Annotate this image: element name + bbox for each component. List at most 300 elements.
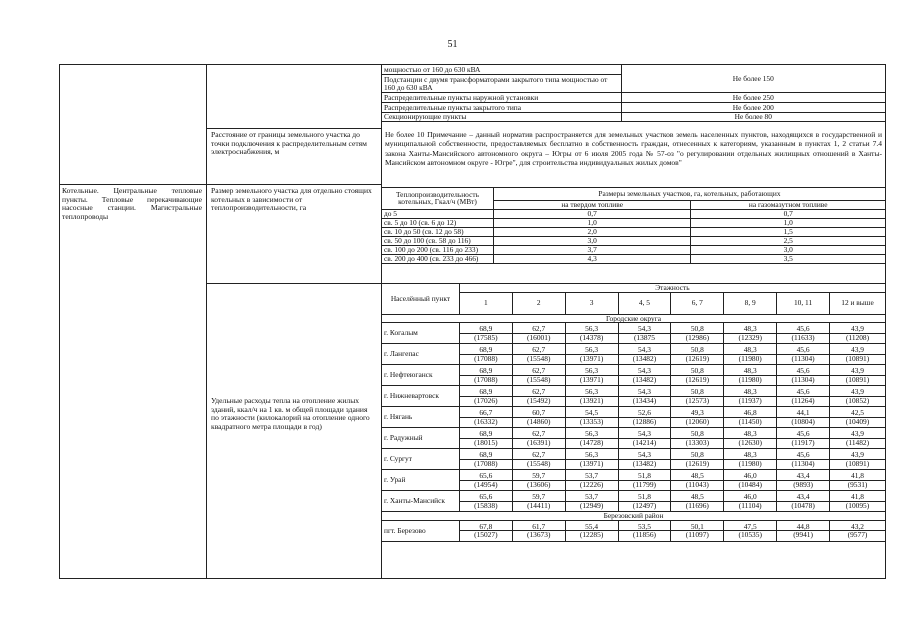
kcal-per-hour-value: 50,8 bbox=[671, 346, 723, 355]
heat-value-cell bbox=[777, 470, 830, 491]
kcal-per-year-value: (10484) bbox=[738, 479, 762, 489]
section-berezovsky-district: Березовский район bbox=[382, 512, 886, 521]
kcal-per-hour-value: 48,3 bbox=[724, 430, 776, 439]
kcal-per-hour-value: 48,3 bbox=[724, 388, 776, 397]
heat-value-cell bbox=[671, 449, 724, 470]
kcal-per-year-value: (18015) bbox=[474, 437, 498, 447]
kcal-per-year-value: (11482) bbox=[845, 437, 870, 447]
heat-value-cell bbox=[830, 491, 886, 512]
header-solid-fuel: на твердом топливе bbox=[493, 201, 691, 210]
kcal-per-hour-value: 52,6 bbox=[619, 409, 671, 418]
boiler-size-table bbox=[381, 187, 886, 264]
kcal-per-year-value: (11304) bbox=[791, 374, 815, 384]
heat-value-cell bbox=[777, 520, 830, 541]
table-row bbox=[382, 386, 886, 407]
heat-value-cell bbox=[565, 407, 618, 428]
kcal-per-hour-value: 46,0 bbox=[724, 493, 776, 502]
kcal-per-year-value: (10852) bbox=[845, 395, 870, 405]
kcal-per-year-value: (12949) bbox=[579, 500, 604, 510]
substations-table bbox=[381, 64, 886, 122]
heat-value-cell bbox=[459, 470, 512, 491]
heat-value-cell bbox=[459, 323, 512, 344]
kcal-per-hour-value: 66,7 bbox=[460, 409, 512, 418]
kcal-per-year-value: (14378) bbox=[579, 332, 604, 342]
heat-value-cell bbox=[830, 344, 886, 365]
kcal-per-hour-value: 61,7 bbox=[513, 523, 565, 532]
settlement-name: г. Нефтеюганск bbox=[382, 365, 460, 386]
kcal-per-year-value: (13482) bbox=[632, 353, 657, 363]
header-settlement: Населённый пункт bbox=[382, 284, 460, 315]
kcal-per-year-value: (12329) bbox=[738, 332, 762, 342]
table-row bbox=[382, 407, 886, 428]
document-page bbox=[59, 64, 886, 579]
kcal-per-hour-value: 50,8 bbox=[671, 325, 723, 334]
substation-value: Не более 80 bbox=[621, 113, 885, 122]
heat-value-cell bbox=[777, 407, 830, 428]
capacity-cell: св. 200 до 400 (св. 233 до 466) bbox=[382, 254, 494, 263]
heat-value-cell bbox=[618, 365, 671, 386]
kcal-per-year-value: (13482) bbox=[632, 374, 657, 384]
heat-consumption-table bbox=[381, 283, 886, 542]
kcal-per-hour-value: 43,4 bbox=[777, 472, 829, 481]
heat-value-cell bbox=[724, 520, 777, 541]
kcal-per-year-value: (15838) bbox=[474, 500, 498, 510]
heat-value-cell bbox=[512, 449, 565, 470]
heat-value-cell bbox=[618, 520, 671, 541]
table-row bbox=[382, 218, 886, 227]
kcal-per-hour-value: 65,6 bbox=[460, 493, 512, 502]
kcal-per-year-value: (10535) bbox=[738, 530, 762, 540]
heat-value-cell bbox=[724, 407, 777, 428]
heat-value-cell bbox=[671, 386, 724, 407]
heat-value-cell bbox=[565, 365, 618, 386]
kcal-per-hour-value: 43,9 bbox=[830, 325, 885, 334]
settlement-name: г. Лангепас bbox=[382, 344, 460, 365]
kcal-per-hour-value: 62,7 bbox=[513, 367, 565, 376]
kcal-per-year-value: (13303) bbox=[685, 437, 710, 447]
heat-value-cell bbox=[671, 520, 724, 541]
specific-heat-label: Удельные расходы тепла на отопление жилых зданий, ккал/ч на 1 кв. м общей площади здания по этажности (килокалорий на отопление одного квадратного метра площади в год) bbox=[211, 396, 370, 431]
kcal-per-hour-value: 54,3 bbox=[619, 430, 671, 439]
kcal-per-hour-value: 46,0 bbox=[724, 472, 776, 481]
kcal-per-hour-value: 45,6 bbox=[777, 325, 829, 334]
table-row bbox=[382, 365, 886, 386]
floor-header: 8, 9 bbox=[724, 292, 777, 314]
kcal-per-hour-value: 68,9 bbox=[460, 451, 512, 460]
kcal-per-year-value: (11104) bbox=[738, 500, 762, 510]
heat-value-cell bbox=[830, 449, 886, 470]
note-text: Не более 10 Примечание – данный норматив распространяется для земельных участков земель населенных пунктов, находящихся в государственной и муниципальной собственности, предоставляемых бесплатно в собственность граждан, отнесенных к категориям, указанным в пунктах 1, 2 статьи 7.4 закона Ханты-Мансийского автономного округа – Югры от 6 июля 2005 года № 57-оз "о регулировании отдельных жилищных отношений в Ханты-Мансийском автономном округе - Югре", для строительства индивидуальных жилых домов" bbox=[385, 130, 882, 168]
kcal-per-hour-value: 50,8 bbox=[671, 451, 723, 460]
heat-value-cell bbox=[618, 470, 671, 491]
kcal-per-year-value: (11304) bbox=[791, 353, 815, 363]
heat-value-cell bbox=[777, 365, 830, 386]
col1-row-divider bbox=[59, 184, 206, 185]
floor-header: 3 bbox=[565, 292, 618, 314]
heat-value-cell bbox=[512, 323, 565, 344]
settlement-name: г. Нижневартовск bbox=[382, 386, 460, 407]
heat-value-cell bbox=[565, 449, 618, 470]
page-number: 51 bbox=[447, 39, 458, 50]
substation-value: Не более 150 bbox=[621, 65, 885, 93]
heat-value-cell bbox=[512, 344, 565, 365]
kcal-per-year-value: (15548) bbox=[527, 353, 551, 363]
kcal-per-hour-value: 46,8 bbox=[724, 409, 776, 418]
kcal-per-hour-value: 65,6 bbox=[460, 472, 512, 481]
kcal-per-year-value: (12986) bbox=[685, 332, 710, 342]
kcal-per-hour-value: 56,3 bbox=[566, 451, 618, 460]
kcal-per-year-value: (9893) bbox=[793, 479, 813, 489]
heat-value-cell bbox=[777, 491, 830, 512]
kcal-per-year-value: (14214) bbox=[632, 437, 657, 447]
kcal-per-year-value: (10095) bbox=[845, 500, 870, 510]
kcal-per-year-value: (17088) bbox=[474, 353, 498, 363]
heat-value-cell bbox=[618, 386, 671, 407]
heat-value-cell bbox=[512, 386, 565, 407]
heat-value-cell bbox=[512, 491, 565, 512]
kcal-per-year-value: (11980) bbox=[738, 374, 762, 384]
heat-value-cell bbox=[618, 323, 671, 344]
heat-value-cell bbox=[724, 428, 777, 449]
col2-row-divider-1 bbox=[206, 128, 381, 129]
heat-value-cell bbox=[830, 386, 886, 407]
kcal-per-year-value: (9531) bbox=[847, 479, 868, 489]
kcal-per-hour-value: 54,5 bbox=[566, 409, 618, 418]
heat-value-cell bbox=[671, 428, 724, 449]
kcal-per-hour-value: 54,3 bbox=[619, 325, 671, 334]
kcal-per-year-value: (9577) bbox=[847, 530, 868, 540]
heat-value-cell bbox=[565, 470, 618, 491]
heat-value-cell bbox=[512, 407, 565, 428]
kcal-per-hour-value: 68,9 bbox=[460, 325, 512, 334]
kcal-per-hour-value: 56,3 bbox=[566, 430, 618, 439]
column-divider-1 bbox=[206, 64, 207, 579]
kcal-per-hour-value: 50,8 bbox=[671, 430, 723, 439]
kcal-per-year-value: (14954) bbox=[474, 479, 498, 489]
kcal-per-hour-value: 50,8 bbox=[671, 367, 723, 376]
kcal-per-hour-value: 44,8 bbox=[777, 523, 829, 532]
heat-value-cell bbox=[565, 386, 618, 407]
solid-fuel-cell: 2,0 bbox=[493, 227, 691, 236]
heat-value-cell bbox=[671, 491, 724, 512]
kcal-per-hour-value: 62,7 bbox=[513, 388, 565, 397]
header-floors: Этажность bbox=[459, 284, 885, 293]
kcal-per-hour-value: 55,4 bbox=[566, 523, 618, 532]
kcal-per-year-value: (14728) bbox=[579, 437, 604, 447]
kcal-per-year-value: (11937) bbox=[738, 395, 762, 405]
kcal-per-hour-value: 56,3 bbox=[566, 367, 618, 376]
capacity-cell: св. 10 до 50 (св. 12 до 58) bbox=[382, 227, 494, 236]
kcal-per-hour-value: 59,7 bbox=[513, 493, 565, 502]
heat-value-cell bbox=[459, 428, 512, 449]
kcal-per-year-value: (13482) bbox=[632, 458, 657, 468]
table-row bbox=[382, 188, 886, 201]
heat-value-cell bbox=[777, 386, 830, 407]
heat-value-cell bbox=[459, 449, 512, 470]
capacity-cell: до 5 bbox=[382, 209, 494, 218]
kcal-per-hour-value: 53,5 bbox=[619, 523, 671, 532]
floor-header: 4, 5 bbox=[618, 292, 671, 314]
floor-header: 6, 7 bbox=[671, 292, 724, 314]
table-row bbox=[382, 344, 886, 365]
kcal-per-year-value: (16391) bbox=[527, 437, 551, 447]
capacity-cell: св. 50 до 100 (св. 58 до 116) bbox=[382, 236, 494, 245]
heat-value-cell bbox=[724, 344, 777, 365]
kcal-per-year-value: (12226) bbox=[579, 479, 604, 489]
kcal-per-year-value: (13606) bbox=[527, 479, 551, 489]
kcal-per-year-value: (11799) bbox=[632, 479, 657, 489]
heat-value-cell bbox=[512, 470, 565, 491]
floor-header: 2 bbox=[512, 292, 565, 314]
kcal-per-hour-value: 62,7 bbox=[513, 451, 565, 460]
kcal-per-hour-value: 68,9 bbox=[460, 346, 512, 355]
heat-value-cell bbox=[830, 428, 886, 449]
kcal-per-year-value: (13921) bbox=[579, 395, 604, 405]
distance-label: Расстояние от границы земельного участка до точки подключения к распределительным сетям электроснабжения, м bbox=[211, 130, 367, 157]
kcal-per-year-value: (17088) bbox=[474, 458, 498, 468]
heat-value-cell bbox=[618, 344, 671, 365]
kcal-per-hour-value: 54,3 bbox=[619, 346, 671, 355]
table-row bbox=[382, 428, 886, 449]
kcal-per-hour-value: 67,8 bbox=[460, 523, 512, 532]
heat-value-cell bbox=[830, 470, 886, 491]
kcal-per-year-value: (11696) bbox=[685, 500, 709, 510]
kcal-per-hour-value: 68,9 bbox=[460, 367, 512, 376]
kcal-per-year-value: (10478) bbox=[791, 500, 815, 510]
kcal-per-hour-value: 53,7 bbox=[566, 493, 618, 502]
heat-value-cell bbox=[618, 407, 671, 428]
table-row bbox=[382, 113, 886, 122]
heat-value-cell bbox=[777, 449, 830, 470]
floor-header: 1 bbox=[459, 292, 512, 314]
kcal-per-year-value: (15027) bbox=[474, 530, 498, 540]
kcal-per-hour-value: 54,3 bbox=[619, 367, 671, 376]
solid-fuel-cell: 3,0 bbox=[493, 236, 691, 245]
kcal-per-hour-value: 43,9 bbox=[830, 430, 885, 439]
gas-fuel-cell: 1,0 bbox=[691, 218, 886, 227]
table-row bbox=[382, 512, 886, 521]
kcal-per-year-value: (16332) bbox=[474, 416, 498, 426]
heat-value-cell bbox=[565, 428, 618, 449]
heat-value-cell bbox=[724, 323, 777, 344]
heat-value-cell bbox=[512, 428, 565, 449]
kcal-per-hour-value: 59,7 bbox=[513, 472, 565, 481]
kcal-per-hour-value: 54,3 bbox=[619, 451, 671, 460]
kcal-per-year-value: (12497) bbox=[632, 500, 657, 510]
table-row bbox=[382, 520, 886, 541]
kcal-per-hour-value: 45,6 bbox=[777, 367, 829, 376]
kcal-per-hour-value: 51,8 bbox=[619, 472, 671, 481]
heat-value-cell bbox=[565, 520, 618, 541]
kcal-per-hour-value: 43,9 bbox=[830, 346, 885, 355]
settlement-name: г. Сургут bbox=[382, 449, 460, 470]
kcal-per-hour-value: 45,6 bbox=[777, 346, 829, 355]
heat-value-cell bbox=[671, 365, 724, 386]
kcal-per-hour-value: 56,3 bbox=[566, 388, 618, 397]
table-row bbox=[382, 65, 886, 75]
kcal-per-hour-value: 54,3 bbox=[619, 388, 671, 397]
table-row bbox=[382, 491, 886, 512]
kcal-per-hour-value: 42,5 bbox=[830, 409, 885, 418]
kcal-per-year-value: (11856) bbox=[632, 530, 657, 540]
heat-value-cell bbox=[618, 491, 671, 512]
kcal-per-hour-value: 50,1 bbox=[671, 523, 723, 532]
kcal-per-year-value: (12060) bbox=[685, 416, 710, 426]
heat-value-cell bbox=[724, 365, 777, 386]
kcal-per-hour-value: 51,8 bbox=[619, 493, 671, 502]
kcal-per-hour-value: 43,4 bbox=[777, 493, 829, 502]
kcal-per-hour-value: 41,8 bbox=[830, 493, 885, 502]
kcal-per-year-value: (11917) bbox=[791, 437, 815, 447]
kcal-per-hour-value: 48,5 bbox=[671, 472, 723, 481]
kcal-per-year-value: (14860) bbox=[527, 416, 551, 426]
heat-value-cell bbox=[512, 520, 565, 541]
kcal-per-hour-value: 44,1 bbox=[777, 409, 829, 418]
kcal-per-year-value: (12619) bbox=[685, 458, 710, 468]
gas-fuel-cell: 0,7 bbox=[691, 209, 886, 218]
heat-value-cell bbox=[565, 323, 618, 344]
table-row bbox=[382, 209, 886, 218]
heat-value-cell bbox=[671, 344, 724, 365]
kcal-per-year-value: (17585) bbox=[474, 332, 498, 342]
kcal-per-hour-value: 48,3 bbox=[724, 325, 776, 334]
table-row bbox=[382, 254, 886, 263]
table-row bbox=[382, 103, 886, 113]
kcal-per-year-value: (13971) bbox=[579, 458, 604, 468]
kcal-per-year-value: (13875 bbox=[633, 332, 655, 342]
settlement-name: г. Радужный bbox=[382, 428, 460, 449]
floor-header: 10, 11 bbox=[777, 292, 830, 314]
kcal-per-year-value: (11264) bbox=[791, 395, 815, 405]
solid-fuel-cell: 3,7 bbox=[493, 245, 691, 254]
header-gas-fuel: на газомазутном топливе bbox=[691, 201, 886, 210]
heat-value-cell bbox=[459, 386, 512, 407]
kcal-per-hour-value: 45,6 bbox=[777, 430, 829, 439]
heat-value-cell bbox=[459, 520, 512, 541]
heat-value-cell bbox=[512, 365, 565, 386]
kcal-per-hour-value: 45,6 bbox=[777, 451, 829, 460]
solid-fuel-cell: 0,7 bbox=[493, 209, 691, 218]
table-row bbox=[382, 245, 886, 254]
kcal-per-year-value: (10891) bbox=[845, 353, 870, 363]
kcal-per-year-value: (16001) bbox=[527, 332, 551, 342]
heat-value-cell bbox=[777, 344, 830, 365]
header-sizes: Размеры земельных участков, га, котельных, работающих bbox=[493, 188, 885, 201]
kcal-per-hour-value: 68,9 bbox=[460, 388, 512, 397]
settlement-name: г. Урай bbox=[382, 470, 460, 491]
kcal-per-year-value: (12285) bbox=[579, 530, 604, 540]
kcal-per-hour-value: 45,6 bbox=[777, 388, 829, 397]
kcal-per-year-value: (11980) bbox=[738, 353, 762, 363]
substation-value: Не более 200 bbox=[621, 103, 885, 113]
kcal-per-hour-value: 50,8 bbox=[671, 388, 723, 397]
heat-value-cell bbox=[618, 428, 671, 449]
kcal-per-year-value: (15548) bbox=[527, 374, 551, 384]
heat-value-cell bbox=[565, 491, 618, 512]
kcal-per-year-value: (13353) bbox=[579, 416, 604, 426]
substation-label: Распределительные пункты закрытого типа bbox=[382, 103, 622, 113]
kcal-per-year-value: (10409) bbox=[845, 416, 870, 426]
kcal-per-year-value: (12619) bbox=[685, 353, 710, 363]
kcal-per-hour-value: 43,9 bbox=[830, 367, 885, 376]
gas-fuel-cell: 3,5 bbox=[691, 254, 886, 263]
col2-row-divider-2 bbox=[206, 184, 381, 185]
kcal-per-year-value: (11304) bbox=[791, 458, 815, 468]
substation-label: Распределительные пункты наружной установки bbox=[382, 93, 622, 103]
kcal-per-hour-value: 43,2 bbox=[830, 523, 885, 532]
substation-label: Секционирующие пункты bbox=[382, 113, 622, 122]
section-city-districts: Городские округа bbox=[382, 314, 886, 323]
kcal-per-hour-value: 49,3 bbox=[671, 409, 723, 418]
kcal-per-year-value: (12619) bbox=[685, 374, 710, 384]
heat-value-cell bbox=[724, 386, 777, 407]
kcal-per-hour-value: 48,3 bbox=[724, 451, 776, 460]
heat-value-cell bbox=[830, 520, 886, 541]
table-row bbox=[382, 227, 886, 236]
heat-value-cell bbox=[724, 470, 777, 491]
heat-value-cell bbox=[830, 365, 886, 386]
table-row bbox=[382, 449, 886, 470]
substation-label: мощностью от 160 до 630 кВА bbox=[382, 65, 622, 75]
heat-value-cell bbox=[671, 323, 724, 344]
heat-value-cell bbox=[671, 470, 724, 491]
kcal-per-year-value: (11043) bbox=[685, 479, 709, 489]
gas-fuel-cell: 2,5 bbox=[691, 236, 886, 245]
floor-header: 12 и выше bbox=[830, 292, 886, 314]
kcal-per-hour-value: 47,5 bbox=[724, 523, 776, 532]
table-row bbox=[382, 236, 886, 245]
gas-fuel-cell: 1,5 bbox=[691, 227, 886, 236]
kcal-per-hour-value: 56,3 bbox=[566, 346, 618, 355]
kcal-per-year-value: (10891) bbox=[845, 374, 870, 384]
kcal-per-year-value: (17026) bbox=[474, 395, 498, 405]
settlement-name: г. Когалым bbox=[382, 323, 460, 344]
kcal-per-year-value: (11633) bbox=[791, 332, 815, 342]
settlement-name: г. Ханты-Мансийск bbox=[382, 491, 460, 512]
kcal-per-year-value: (12573) bbox=[685, 395, 710, 405]
boilers-label: Котельные. Центральные тепловые пункты. Тепловые перекачивающие насосные станции. Магистральные теплопроводы bbox=[62, 186, 202, 221]
heat-value-cell bbox=[777, 323, 830, 344]
heat-value-cell bbox=[459, 491, 512, 512]
heat-value-cell bbox=[830, 323, 886, 344]
table-row bbox=[382, 284, 886, 293]
kcal-per-hour-value: 53,7 bbox=[566, 472, 618, 481]
kcal-per-hour-value: 62,7 bbox=[513, 325, 565, 334]
settlement-name: г. Нягань bbox=[382, 407, 460, 428]
table-row bbox=[382, 314, 886, 323]
substation-value: Не более 250 bbox=[621, 93, 885, 103]
kcal-per-hour-value: 62,7 bbox=[513, 346, 565, 355]
kcal-per-year-value: (17088) bbox=[474, 374, 498, 384]
table-row bbox=[382, 470, 886, 491]
kcal-per-year-value: (9941) bbox=[793, 530, 813, 540]
kcal-per-year-value: (11450) bbox=[738, 416, 762, 426]
heat-value-cell bbox=[459, 407, 512, 428]
kcal-per-hour-value: 43,9 bbox=[830, 451, 885, 460]
kcal-per-hour-value: 48,3 bbox=[724, 367, 776, 376]
kcal-per-hour-value: 48,3 bbox=[724, 346, 776, 355]
heat-value-cell bbox=[671, 407, 724, 428]
kcal-per-hour-value: 48,5 bbox=[671, 493, 723, 502]
kcal-per-year-value: (13971) bbox=[579, 353, 604, 363]
kcal-per-hour-value: 41,8 bbox=[830, 472, 885, 481]
heat-value-cell bbox=[565, 344, 618, 365]
col2-row-divider-3 bbox=[206, 283, 381, 284]
solid-fuel-cell: 1,0 bbox=[493, 218, 691, 227]
kcal-per-year-value: (12630) bbox=[738, 437, 762, 447]
kcal-per-year-value: (14411) bbox=[527, 500, 551, 510]
table-row bbox=[382, 93, 886, 103]
